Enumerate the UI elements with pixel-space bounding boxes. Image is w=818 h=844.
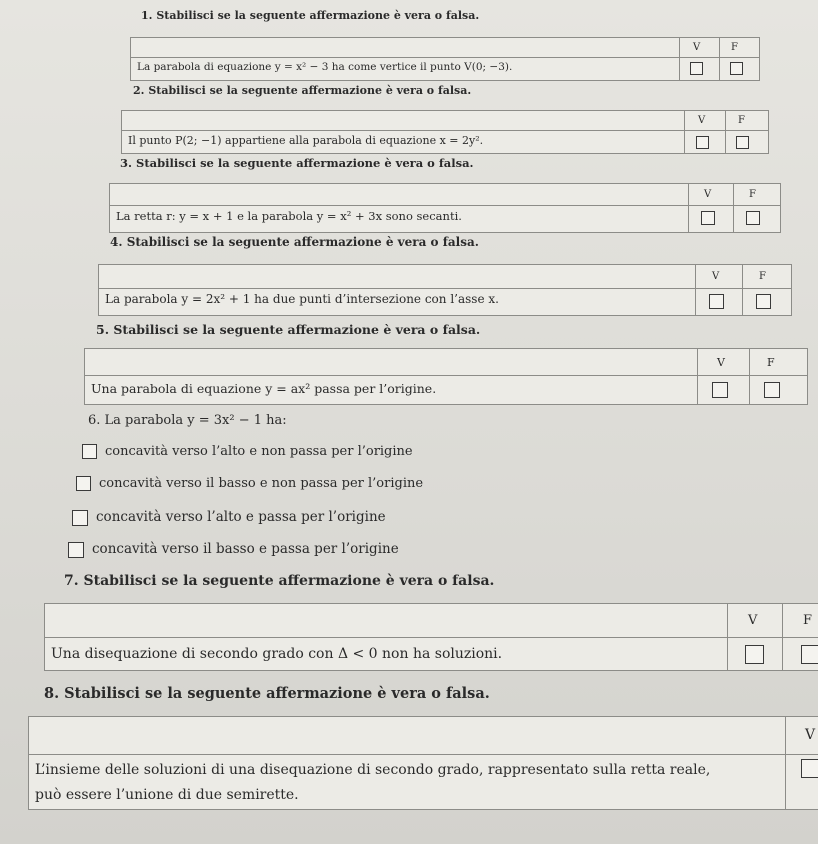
question-1-statement: La parabola di equazione y = x² − 3 ha come vertice il punto V(0; −3). <box>137 61 513 73</box>
question-4-false-checkbox[interactable] <box>756 294 771 309</box>
question-5-statement: Una parabola di equazione y = ax² passa per l’origine. <box>91 381 437 396</box>
true-label: V <box>693 42 701 53</box>
question-5-table <box>84 348 808 405</box>
question-6-option-1-label: concavità verso l’alto e non passa per l’origine <box>105 444 413 459</box>
question-5-true-checkbox[interactable] <box>712 382 728 398</box>
question-2-true-checkbox[interactable] <box>696 136 709 149</box>
question-7-statement: Una disequazione di secondo grado con Δ < 0 non ha soluzioni. <box>51 646 503 662</box>
question-6-option-2-label: concavità verso il basso e non passa per l’origine <box>99 476 424 491</box>
question-6-option-3-label: concavità verso l’alto e passa per l’origine <box>96 509 386 525</box>
true-label: V <box>748 613 758 628</box>
question-4-table <box>98 264 792 316</box>
question-8-statement-line-2: può essere l’unione di due semirette. <box>35 787 299 803</box>
true-label: V <box>805 727 816 743</box>
true-label: V <box>704 189 712 200</box>
question-7-table <box>44 603 818 671</box>
true-label: V <box>698 115 706 126</box>
question-3-true-checkbox[interactable] <box>701 211 715 225</box>
false-label: F <box>767 356 775 369</box>
question-6-option-3[interactable] <box>72 509 386 526</box>
question-6-option-2-checkbox[interactable] <box>76 476 91 491</box>
question-7-title: 7. Stabilisci se la seguente affermazione è vera o falsa. <box>64 573 495 589</box>
question-2-statement: Il punto P(2; −1) appartiene alla parabola di equazione x = 2y². <box>128 134 484 147</box>
question-6-option-4[interactable] <box>68 541 399 558</box>
question-6-option-4-checkbox[interactable] <box>68 542 84 558</box>
false-label: F <box>738 115 745 126</box>
question-4-true-checkbox[interactable] <box>709 294 724 309</box>
question-1-false-checkbox[interactable] <box>730 62 743 75</box>
true-label: V <box>717 356 725 369</box>
question-4-statement: La parabola y = 2x² + 1 ha due punti d’intersezione con l’asse x. <box>105 292 499 306</box>
question-3-title: 3. Stabilisci se la seguente affermazione è vera o falsa. <box>120 156 474 170</box>
question-6-option-1[interactable] <box>82 444 413 459</box>
question-5-title: 5. Stabilisci se la seguente affermazione è vera o falsa. <box>96 322 481 337</box>
false-label: F <box>759 271 766 282</box>
question-1-table <box>130 37 760 81</box>
question-3-false-checkbox[interactable] <box>746 211 760 225</box>
true-label: V <box>712 271 720 282</box>
question-6-option-3-checkbox[interactable] <box>72 510 88 526</box>
question-8-statement-line-1: L’insieme delle soluzioni di una disequazione di secondo grado, rappresentato sulla retta reale, <box>35 762 711 778</box>
question-8-table <box>28 716 818 810</box>
question-1-true-checkbox[interactable] <box>690 62 703 75</box>
false-label: F <box>749 189 756 200</box>
question-7-true-checkbox[interactable] <box>745 645 764 664</box>
question-6-option-4-label: concavità verso il basso e passa per l’origine <box>92 541 399 557</box>
question-7-false-checkbox[interactable] <box>801 645 818 664</box>
question-1-title: 1. Stabilisci se la seguente affermazione è vera o falsa. <box>141 9 480 22</box>
question-3-table <box>109 183 781 233</box>
question-8-true-checkbox[interactable] <box>801 759 818 778</box>
question-6-option-1-checkbox[interactable] <box>82 444 97 459</box>
question-2-false-checkbox[interactable] <box>736 136 749 149</box>
question-2-title: 2. Stabilisci se la seguente affermazione è vera o falsa. <box>133 84 472 97</box>
false-label: F <box>731 42 738 53</box>
false-label: F <box>803 613 813 628</box>
question-4-title: 4. Stabilisci se la seguente affermazione è vera o falsa. <box>110 235 479 249</box>
question-8-title: 8. Stabilisci se la seguente affermazione è vera o falsa. <box>44 685 490 702</box>
question-3-statement: La retta r: y = x + 1 e la parabola y = x² + 3x sono secanti. <box>116 209 462 223</box>
question-2-table <box>121 110 769 154</box>
question-6-title: 6. La parabola y = 3x² − 1 ha: <box>88 413 287 428</box>
question-6-option-2[interactable] <box>76 476 423 491</box>
question-5-false-checkbox[interactable] <box>764 382 780 398</box>
